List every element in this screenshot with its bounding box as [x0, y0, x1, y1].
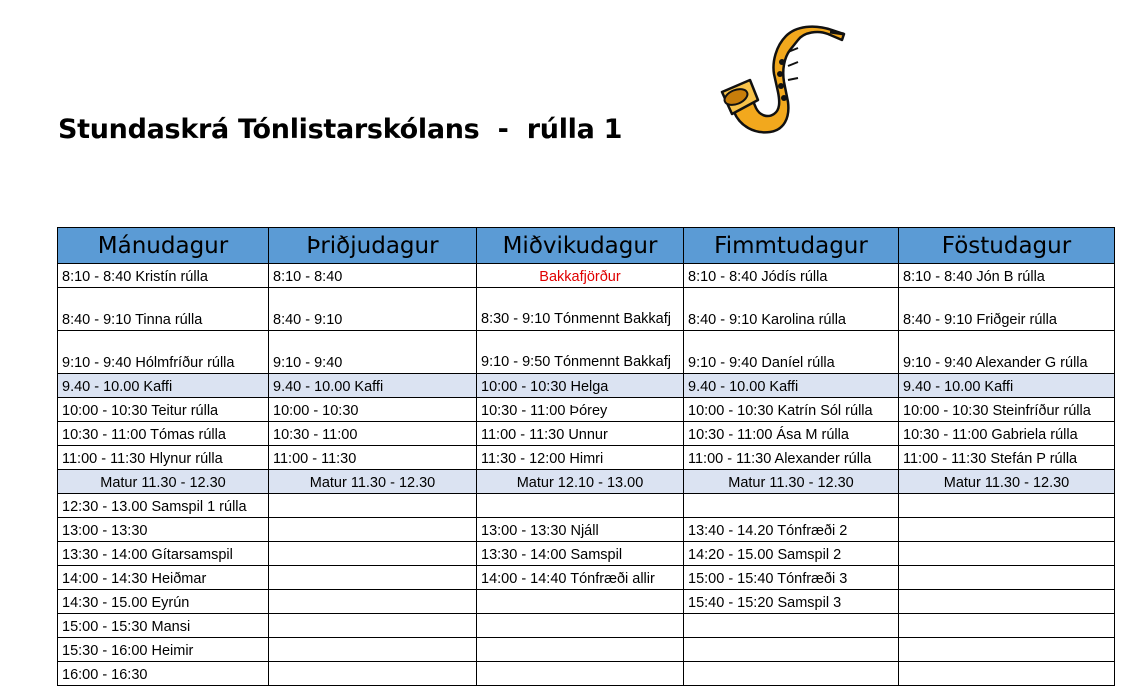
table-cell: [477, 494, 684, 518]
table-cell: 9.40 - 10.00 Kaffi: [899, 374, 1115, 398]
table-cell: 9:10 - 9:50 Tónmennt Bakkafj: [477, 331, 684, 374]
table-cell: 9:10 - 9:40 Hólmfríður rúlla: [58, 331, 269, 374]
table-cell: 8:10 - 8:40 Jódís rúlla: [684, 264, 899, 288]
table-cell: [684, 662, 899, 686]
table-cell: 13:00 - 13:30: [58, 518, 269, 542]
table-cell: 16:00 - 16:30: [58, 662, 269, 686]
table-row: [58, 288, 1115, 331]
table-row: [58, 494, 1115, 518]
day-header-friday: Föstudagur: [899, 228, 1115, 264]
table-cell: 11:00 - 11:30: [269, 446, 477, 470]
table-cell: [269, 638, 477, 662]
table-cell: 10:30 - 11:00 Þórey: [477, 398, 684, 422]
page-title: Stundaskrá Tónlistarskólans - rúlla 1: [58, 114, 623, 145]
table-cell: 13:40 - 14.20 Tónfræði 2: [684, 518, 899, 542]
table-cell: [269, 614, 477, 638]
table-cell: [269, 662, 477, 686]
table-row: [58, 542, 1115, 566]
table-cell: 10:00 - 10:30 Steinfríður rúlla: [899, 398, 1115, 422]
table-cell: 9:10 - 9:40 Daníel rúlla: [684, 331, 899, 374]
day-header-monday: Mánudagur: [58, 228, 269, 264]
table-cell: [899, 542, 1115, 566]
table-cell: 14:00 - 14:30 Heiðmar: [58, 566, 269, 590]
schedule-table: [57, 227, 1115, 686]
table-cell: 10:30 - 11:00 Ása M rúlla: [684, 422, 899, 446]
table-cell: Matur 11.30 - 12.30: [58, 470, 269, 494]
table-cell: [899, 662, 1115, 686]
table-cell: [477, 662, 684, 686]
lunch-row: [58, 470, 1115, 494]
table-cell: 9:10 - 9:40 Alexander G rúlla: [899, 331, 1115, 374]
table-row: [58, 422, 1115, 446]
table-cell: 8:40 - 9:10 Friðgeir rúlla: [899, 288, 1115, 331]
table-cell: 14:20 - 15.00 Samspil 2: [684, 542, 899, 566]
table-cell: 10:30 - 11:00: [269, 422, 477, 446]
day-header-wednesday: Miðvikudagur: [477, 228, 684, 264]
table-cell: 8:30 - 9:10 Tónmennt Bakkafj: [477, 288, 684, 331]
table-cell: 13:30 - 14:00 Gítarsamspil: [58, 542, 269, 566]
table-cell: [684, 638, 899, 662]
table-cell: 10:30 - 11:00 Tómas rúlla: [58, 422, 269, 446]
table-cell: [899, 614, 1115, 638]
table-cell: 11:30 - 12:00 Himri: [477, 446, 684, 470]
table-row: [58, 566, 1115, 590]
table-cell: 11:00 - 11:30 Unnur: [477, 422, 684, 446]
table-cell: 10:30 - 11:00 Gabriela rúlla: [899, 422, 1115, 446]
table-cell: 11:00 - 11:30 Stefán P rúlla: [899, 446, 1115, 470]
table-cell: 8:10 - 8:40 Kristín rúlla: [58, 264, 269, 288]
table-cell: [269, 566, 477, 590]
table-cell: [899, 590, 1115, 614]
table-cell: Matur 11.30 - 12.30: [899, 470, 1115, 494]
table-cell: 9.40 - 10.00 Kaffi: [269, 374, 477, 398]
table-cell: 8:40 - 9:10 Karolina rúlla: [684, 288, 899, 331]
table-row: [58, 638, 1115, 662]
table-cell: 8:40 - 9:10 Tinna rúlla: [58, 288, 269, 331]
table-cell: 15:00 - 15:30 Mansi: [58, 614, 269, 638]
table-cell: 11:00 - 11:30 Hlynur rúlla: [58, 446, 269, 470]
table-cell: Matur 12.10 - 13.00: [477, 470, 684, 494]
location-label: Bakkafjörður: [477, 264, 684, 288]
table-cell: 10:00 - 10:30 Katrín Sól rúlla: [684, 398, 899, 422]
table-cell: [899, 494, 1115, 518]
table-cell: [269, 494, 477, 518]
table-cell: 12:30 - 13.00 Samspil 1 rúlla: [58, 494, 269, 518]
table-cell: Matur 11.30 - 12.30: [684, 470, 899, 494]
table-cell: 13:00 - 13:30 Njáll: [477, 518, 684, 542]
table-cell: 8:10 - 8:40: [269, 264, 477, 288]
table-cell: Matur 11.30 - 12.30: [269, 470, 477, 494]
table-cell: [477, 614, 684, 638]
table-cell: 15:40 - 15:20 Samspil 3: [684, 590, 899, 614]
table-cell: 13:30 - 14:00 Samspil: [477, 542, 684, 566]
table-cell: 9.40 - 10.00 Kaffi: [58, 374, 269, 398]
table-cell: 9:10 - 9:40: [269, 331, 477, 374]
table-cell: [269, 542, 477, 566]
table-row: [58, 331, 1115, 374]
table-cell: 8:10 - 8:40 Jón B rúlla: [899, 264, 1115, 288]
table-row: [58, 398, 1115, 422]
table-cell: [684, 614, 899, 638]
table-cell: 15:00 - 15:40 Tónfræði 3: [684, 566, 899, 590]
table-cell: [684, 494, 899, 518]
table-row: [58, 518, 1115, 542]
table-cell: [899, 518, 1115, 542]
table-cell: 8:40 - 9:10: [269, 288, 477, 331]
table-row: [58, 662, 1115, 686]
table-row: [58, 264, 1115, 288]
day-header-tuesday: Þriðjudagur: [269, 228, 477, 264]
table-cell: [899, 638, 1115, 662]
day-header-thursday: Fimmtudagur: [684, 228, 899, 264]
table-cell: [899, 566, 1115, 590]
table-cell: 11:00 - 11:30 Alexander rúlla: [684, 446, 899, 470]
coffee-break-row: [58, 374, 1115, 398]
saxophone-icon: [718, 22, 846, 146]
table-cell: 15:30 - 16:00 Heimir: [58, 638, 269, 662]
table-cell: 10:00 - 10:30 Teitur rúlla: [58, 398, 269, 422]
table-cell: 10:00 - 10:30 Helga: [477, 374, 684, 398]
table-cell: 14:30 - 15.00 Eyrún: [58, 590, 269, 614]
table-cell: [477, 590, 684, 614]
table-cell: 9.40 - 10.00 Kaffi: [684, 374, 899, 398]
table-cell: [269, 518, 477, 542]
table-row: [58, 590, 1115, 614]
header-row: [58, 228, 1115, 264]
table-cell: 14:00 - 14:40 Tónfræði allir: [477, 566, 684, 590]
table-cell: [477, 638, 684, 662]
table-row: [58, 614, 1115, 638]
table-row: [58, 446, 1115, 470]
table-cell: [269, 590, 477, 614]
table-cell: 10:00 - 10:30: [269, 398, 477, 422]
